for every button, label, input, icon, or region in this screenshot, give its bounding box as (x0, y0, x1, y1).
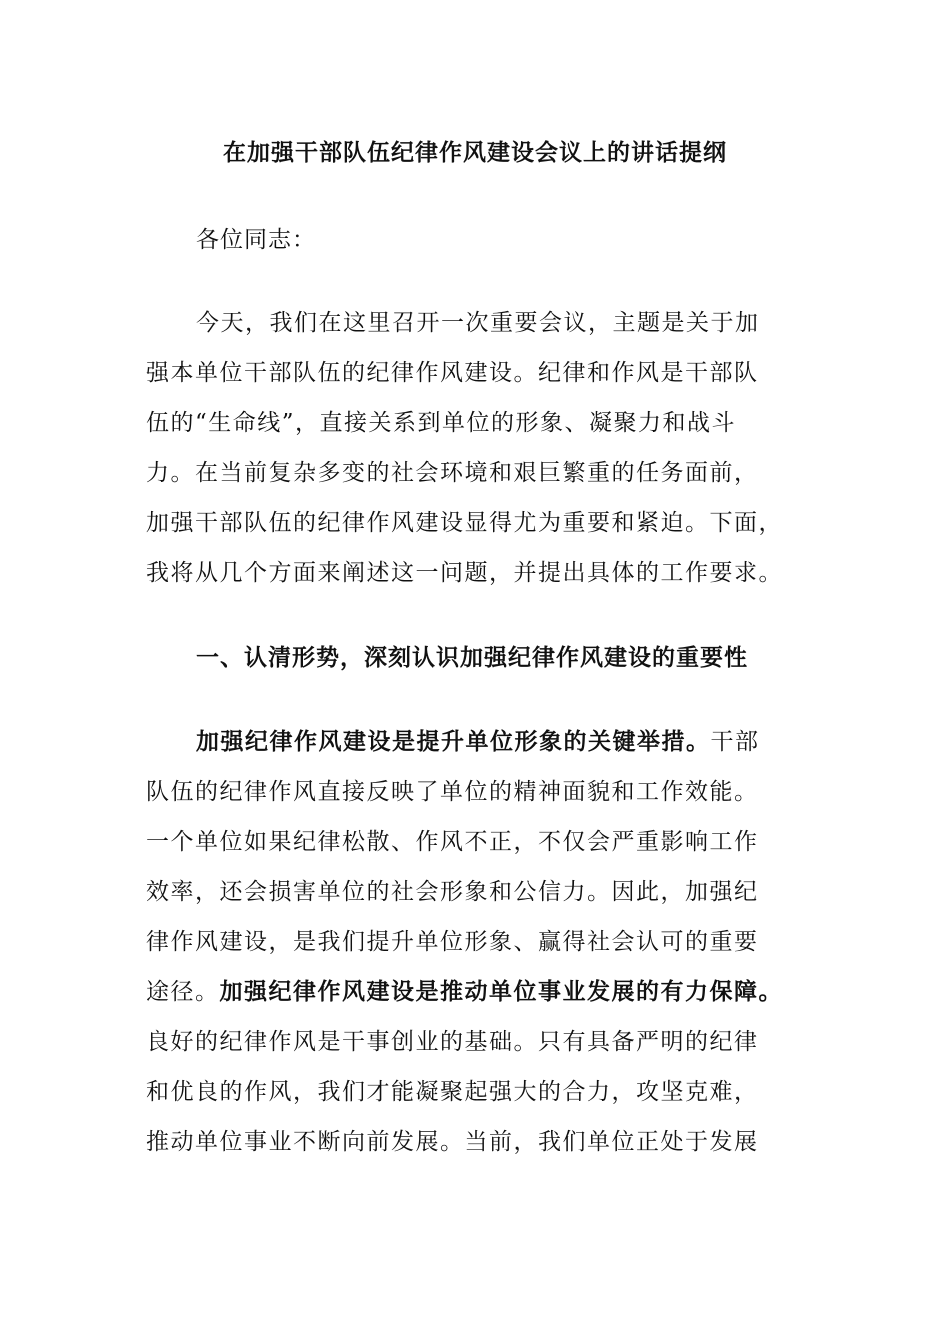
line-text: 干部 (710, 729, 760, 755)
section1-paragraph (146, 717, 796, 1167)
line-text: 途径。 (146, 979, 220, 1005)
paragraph-line: 今天，我们在这里召开一次重要会议，主题是关于加 (196, 310, 760, 336)
paragraph-line: 队伍的纪律作风直接反映了单位的精神面貌和工作效能。 (146, 779, 759, 805)
paragraph-line: 加强干部队伍的纪律作风建设显得尤为重要和紧迫。下面， (146, 510, 783, 536)
intro-paragraph (146, 298, 796, 598)
paragraph-line (146, 717, 796, 767)
section-heading: 一、认清形势，深刻认识加强纪律作风建设的重要性 (196, 645, 748, 671)
bold-topic-sentence: 加强纪律作风建设是提升单位形象的关键举措。 (196, 729, 711, 755)
paragraph-line: 力。在当前复杂多变的社会环境和艰巨繁重的任务面前， (146, 460, 759, 486)
paragraph-line: 和优良的作风，我们才能凝聚起强大的合力，攻坚克难， (146, 1079, 759, 1105)
paragraph-line: 律作风建设，是我们提升单位形象、赢得社会认可的重要 (146, 929, 759, 955)
paragraph-line: 一个单位如果纪律松散、作风不正，不仅会严重影响工作 (146, 829, 759, 855)
paragraph-line: 良好的纪律作风是干事创业的基础。只有具备严明的纪律 (146, 1029, 759, 1055)
paragraph-line: 我将从几个方面来阐述这一问题，并提出具体的工作要求。 (146, 560, 783, 586)
paragraph-line: 强本单位干部队伍的纪律作风建设。纪律和作风是干部队 (146, 360, 759, 386)
document-title: 在加强干部队伍纪律作风建设会议上的讲话提纲 (223, 140, 727, 166)
paragraph-line: 伍的“生命线”，直接关系到单位的形象、凝聚力和战斗 (146, 410, 737, 436)
paragraph-line (146, 967, 796, 1017)
paragraph-line: 推动单位事业不断向前发展。当前，我们单位正处于发展 (146, 1129, 759, 1155)
bold-topic-sentence: 加强纪律作风建设是推动单位事业发展的有力保障。 (219, 979, 783, 1005)
salutation: 各位同志： (196, 227, 316, 253)
paragraph-line: 效率，还会损害单位的社会形象和公信力。因此，加强纪 (146, 879, 759, 905)
